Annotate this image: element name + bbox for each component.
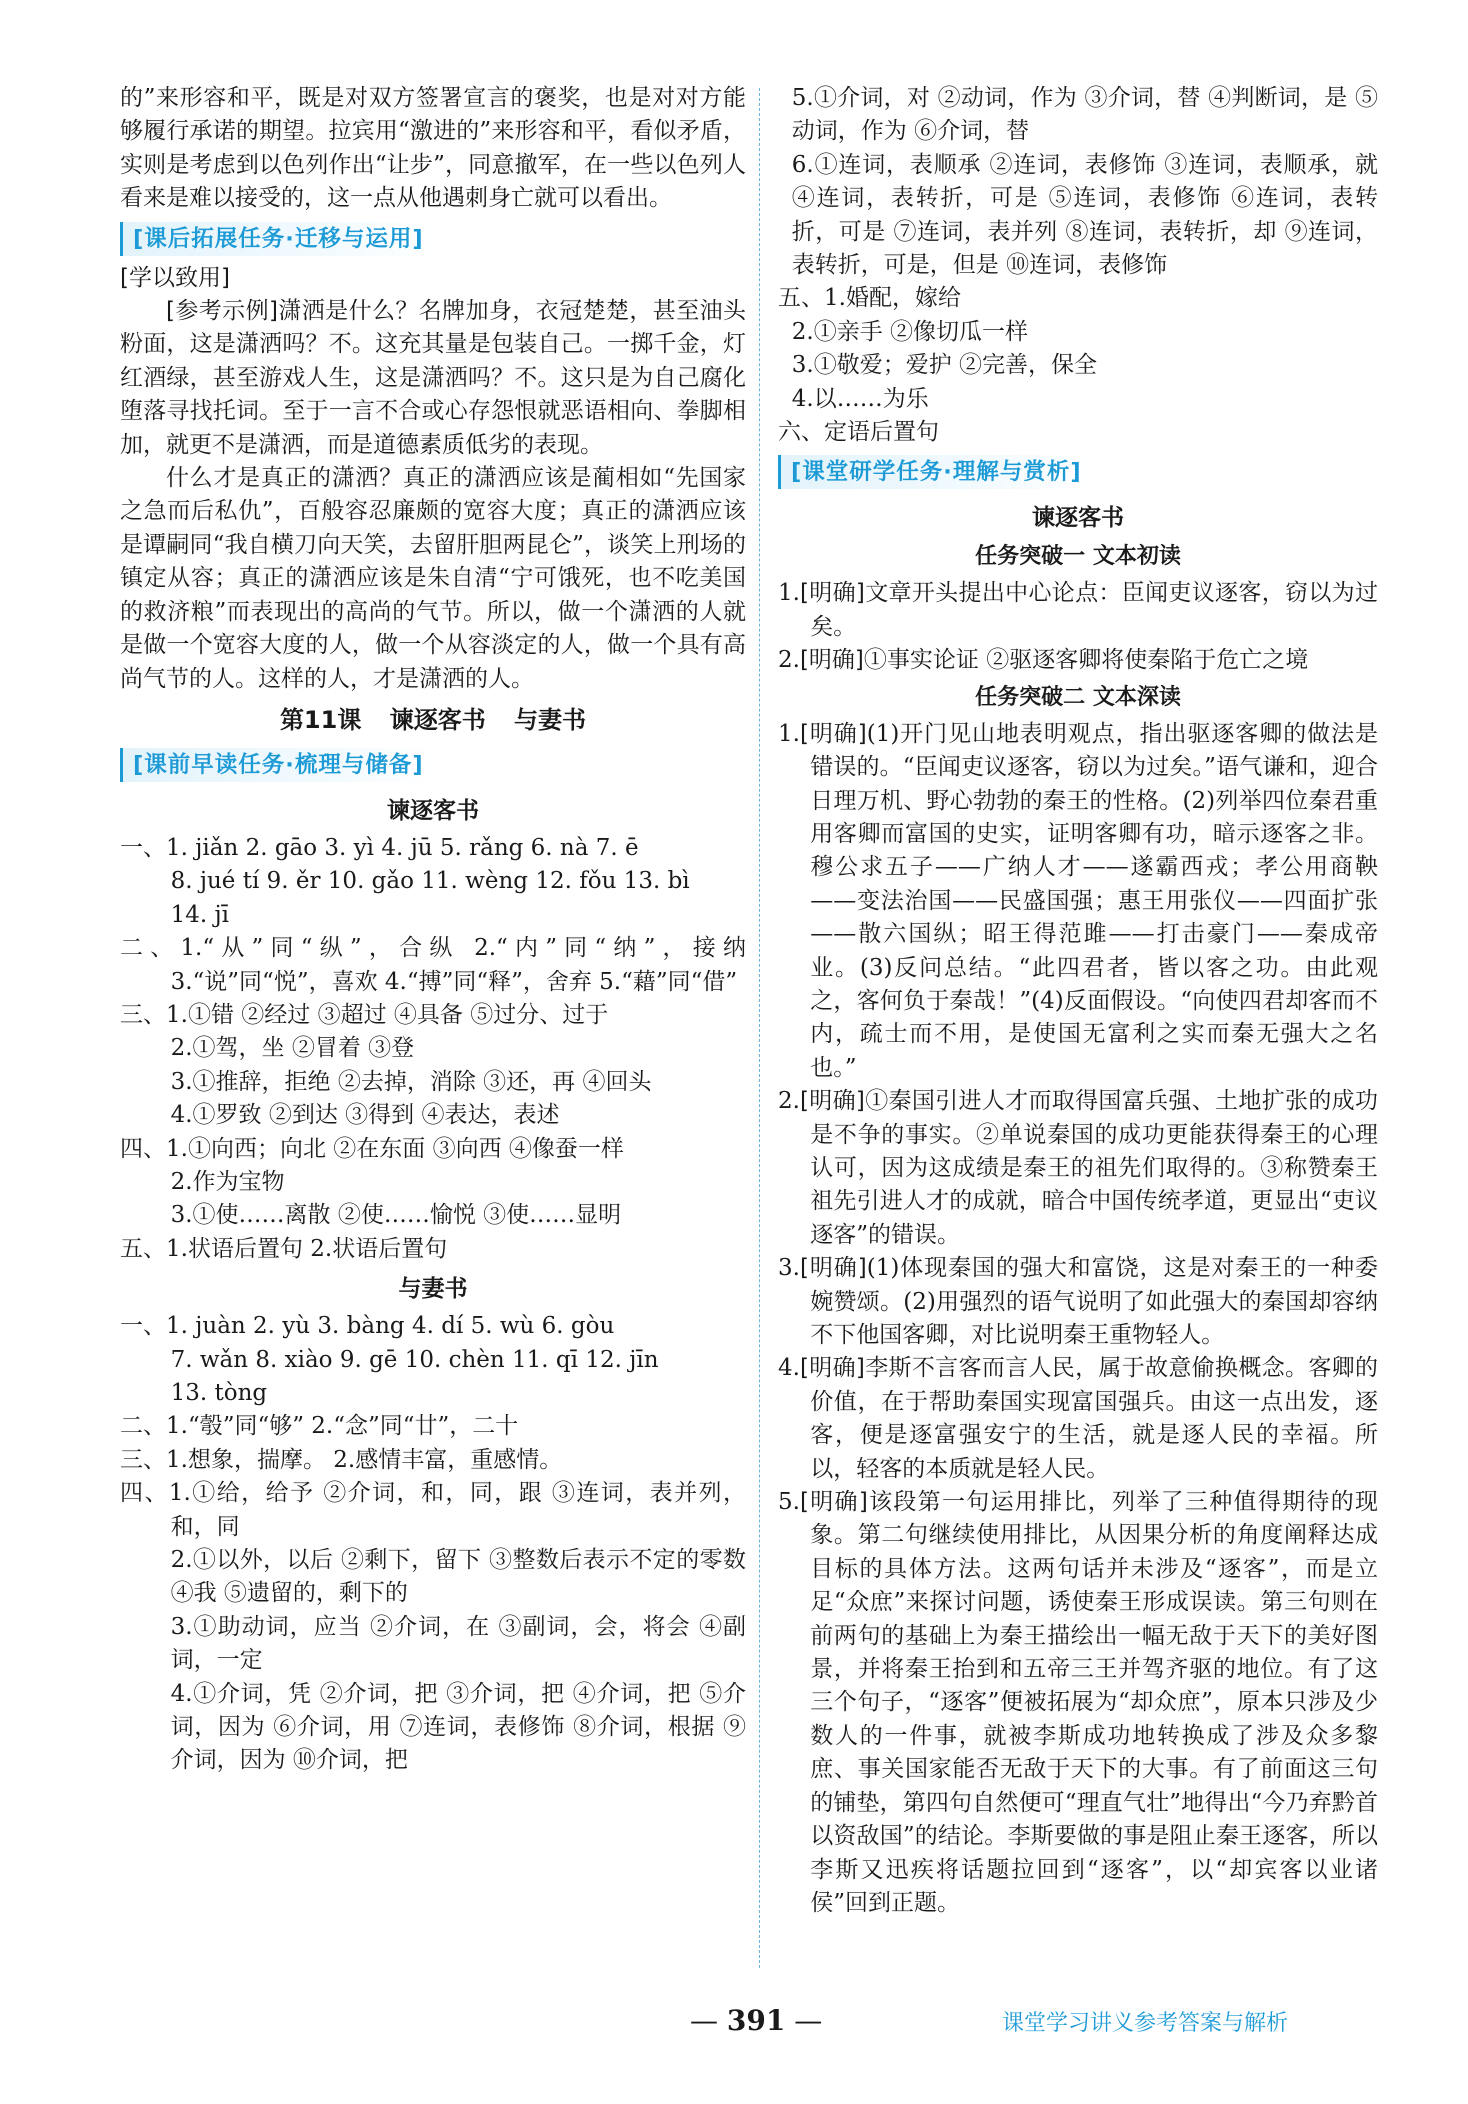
left-column [120, 82, 746, 1778]
jzk-line: 一、1. jiǎn 2. gāo 3. yì 4. jū 5. rǎng 6. nà 7. ē [120, 834, 639, 861]
xyzy-label: [学以致用] [120, 264, 230, 291]
yqs-line: 2.①以外，以后 ②剩下，留下 ③整数后表示不定的零数 ④我 ⑤遗留的，剩下的 [170, 1547, 746, 1607]
example-tag: [参考示例] [166, 298, 278, 325]
right-column [778, 82, 1378, 1920]
task-two-item: 1.[明确](1)开门见山地表明观点，指出驱逐客卿的做法是错误的。“臣闻吏议逐客，窃以为过矣。”语气谦和，迎合日理万机、野心勃勃的秦王的性格。(2)列举四位秦君重用客卿而富国的史实，证明客卿有功，暗示逐客之非。穆公求五子——广纳人才——遂霸西戎；孝公用商鞅——变法治国——民盛国强；惠王用张仪——四面扩张——散六国纵；昭王得范雎——打击豪门——秦成帝业。(3)反问总结。“此四君者，皆以客之功。由此观之，客何负于秦哉！”(4)反面假设。“向使四君却客而不内，疏士而不用，是使国无富利之实而秦无强大之名也。” [778, 720, 1378, 1081]
jzk-line: 3.①使……离散 ②使……愉悦 ③使……显明 [170, 1202, 622, 1229]
task-two-item: 4.[明确]李斯不言客而言人民，属于故意偷换概念。客卿的价值，在于帮助秦国实现富国强兵。由这一点出发，逐客，便是逐富强安宁的生活，就是逐人民的幸福。所以，轻客的本质就是轻人民。 [778, 1355, 1378, 1482]
jzk-line: 14. jī [170, 901, 229, 928]
yqs-line: 一、1. juàn 2. yù 3. bàng 4. dí 5. wù 6. gòu [120, 1313, 615, 1340]
footer-label: 课堂学习讲义参考答案与解析 [1002, 2011, 1289, 2036]
answer-line: 4.以……为乐 [791, 385, 929, 412]
answer-line: 2.①亲手 ②像切瓜一样 [791, 318, 1029, 345]
column-divider [759, 88, 760, 1968]
example-paragraph-2: 什么才是真正的潇洒？真正的潇洒应该是蔺相如“先国家之急而后私仇”，百般容忍廉颇的宽容大度；真正的潇洒应该是谭嗣同“我自横刀向天笑，去留肝胆两昆仑”，谈笑上刑场的镇定从容；真正的潇洒应该是朱自清“宁可饿死，也不吃美国的救济粮”而表现出的高尚的气节。所以，做一个潇洒的人就是做一个宽容大度的人，做一个从容淡定的人，做一个具有高尚气节的人。这样的人，才是潇洒的人。 [120, 465, 746, 692]
jzk-line: 2.作为宝物 [170, 1168, 285, 1195]
answer-line: 五、1.婚配，嫁给 [778, 285, 961, 312]
page-footer [0, 1996, 1468, 2056]
task-two-title: 任务突破二 文本深读 [975, 684, 1181, 710]
yqs-line: 3.①助动词，应当 ②介词，在 ③副词，会，将会 ④副词，一定 [170, 1613, 746, 1674]
task-two-item: 3.[明确](1)体现秦国的强大和富饶，这是对秦王的一种委婉赞颂。(2)用强烈的语气说明了如此强大的秦国却容纳不下他国客卿，对比说明秦王重物轻人。 [778, 1255, 1378, 1348]
task-one-title: 任务突破一 文本初读 [975, 544, 1181, 570]
jzk-line: 四、1.①向西；向北 ②在东面 ③向西 ④像蚕一样 [120, 1135, 624, 1162]
page-number: — 391 — [690, 2004, 822, 2037]
section-header-in-class: [课堂研学任务·理解与赏析] [778, 455, 1092, 489]
task-two-item: 2.[明确]①秦国引进人才而取得国富兵强、土地扩张的成功是不争的事实。②单说秦国的成功更能获得秦王的心理认可，因为这成绩是秦王的祖先们取得的。③称赞秦王祖先引进人才的成就，暗合中国传统孝道，更显出“吏议逐客”的错误。 [778, 1088, 1378, 1248]
task-one-item: 1.[明确]文章开头提出中心论点：臣闻吏议逐客，窃以为过矣。 [778, 580, 1378, 640]
section-header-post-class: [课后拓展任务·迁移与运用] [120, 222, 434, 256]
task-one-item: 2.[明确]①事实论证 ②驱逐客卿将使秦陷于危亡之境 [778, 647, 1309, 674]
example-paragraph-1: [参考示例]潇洒是什么？名牌加身，衣冠楚楚，甚至油头粉面，这是潇洒吗？不。这充其量是包装自己。一掷千金，灯红酒绿，甚至游戏人生，这是潇洒吗？不。这只是为自己腐化堕落寻找托词。至于一言不合或心存怨恨就恶语相向、拳脚相加，就更不是潇洒，而是道德素质低劣的表现。 [120, 298, 747, 458]
lesson-title: 第11课 谏逐客书 与妻书 [279, 705, 587, 734]
jzk-line: 8. jué tí 9. ěr 10. gǎo 11. wèng 12. fǒu 13. bì [170, 868, 690, 895]
jzk-line: 三、1.①错 ②经过 ③超过 ④具备 ⑤过分、过于 [120, 1001, 609, 1028]
yqs-line: 四、1.①给，给予 ②介词，和，同，跟 ③连词，表并列，和，同 [120, 1480, 746, 1540]
jzk-line: 五、1.状语后置句 2.状语后置句 [120, 1235, 448, 1262]
jzk-line: 2.①驾，坐 ②冒着 ③登 [170, 1035, 415, 1062]
jzk-line: 4.①罗致 ②到达 ③得到 ④表达，表述 [170, 1102, 560, 1129]
title-jzk: 谏逐客书 [387, 797, 479, 824]
answer-line: 5.①介词，对 ②动词，作为 ③介词，替 ④判断词，是 ⑤动词，作为 ⑥介词，替 [791, 85, 1378, 145]
jzk-line: 3.①推辞，拒绝 ②去掉，消除 ③还，再 ④回头 [170, 1068, 652, 1095]
intro-paragraph: 的”来形容和平，既是对双方签署宣言的褒奖，也是对对方能够履行承诺的期望。拉宾用“激进的”来形容和平，看似矛盾，实则是考虑到以色列作出“让步”，同意撤军，在一些以色列人看来是难以接受的，这一点从他遇刺身亡就可以看出。 [120, 85, 746, 212]
title-yqs: 与妻书 [398, 1276, 468, 1303]
jzk-line: 二、1.“从”同“纵”，合纵 2.“内”同“纳”，接纳 3.“说”同“悦”，喜欢 4.“搏”同“释”，舍弃 5.“藉”同“借” [120, 935, 746, 995]
section-header-pre-class: [课前早读任务·梳理与储备] [120, 748, 434, 782]
yqs-line: 二、1.“彀”同“够” 2.“念”同“廿”，二十 [120, 1413, 519, 1440]
answer-line: 6.①连词，表顺承 ②连词，表修饰 ③连词，表顺承，就 ④连词，表转折，可是 ⑤连词，表修饰 ⑥连词，表转折，可是 ⑦连词，表并列 ⑧连词，表转折，却 ⑨连词，表转折，可是，但是 ⑩连词，表修饰 [791, 151, 1378, 279]
title-jzk-right: 谏逐客书 [1032, 505, 1124, 532]
task-two-item: 5.[明确]该段第一句运用排比，列举了三种值得期待的现象。第二句继续使用排比，从因果分析的角度阐释达成目标的具体方法。这两句话并未涉及“逐客”，而是立足“众庶”来探讨问题，诱使秦王形成误读。第三句则在前两句的基础上为秦王描绘出一幅无敌于天下的美好图景，并将秦王抬到和五帝三王并驾齐驱的地位。有了这三个句子，“逐客”便被拓展为“却众庶”，原本只涉及少数人的一件事，就被李斯成功地转换成了涉及众多黎庶、事关国家能否无敌于天下的大事。有了前面这三句的铺垫，第四句自然便可“理直气壮”地得出“今乃弃黔首以资敌国”的结论。李斯要做的事是阻止秦王逐客，所以李斯又迅疾将话题拉回到“逐客”，以“却宾客以业诸侯”回到正题。 [778, 1489, 1379, 1916]
yqs-line: 三、1.想象，揣摩。 2.感情丰富，重感情。 [120, 1446, 563, 1473]
answer-line: 六、定语后置句 [778, 419, 939, 446]
yqs-line: 13. tòng [170, 1380, 268, 1406]
yqs-line: 4.①介词，凭 ②介词，把 ③介词，把 ④介词，把 ⑤介词，因为 ⑥介词，用 ⑦连词，表修饰 ⑧介词，根据 ⑨介词，因为 ⑩介词，把 [170, 1680, 746, 1774]
yqs-line: 7. wǎn 8. xiào 9. gē 10. chèn 11. qī 12. jīn [170, 1346, 659, 1373]
answer-line: 3.①敬爱；爱护 ②完善，保全 [791, 352, 1098, 379]
